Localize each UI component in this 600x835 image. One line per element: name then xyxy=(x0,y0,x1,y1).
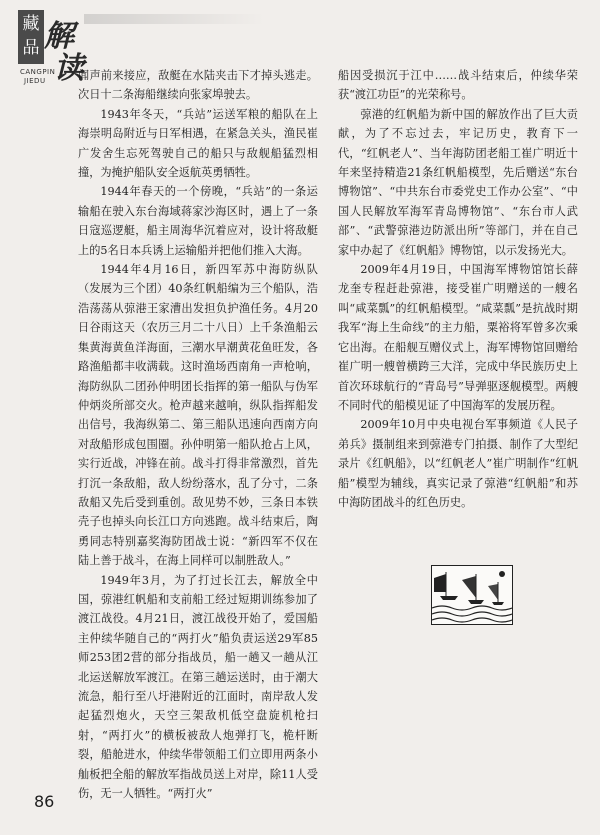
section-char-2: 读 xyxy=(54,51,84,86)
section-tile xyxy=(18,10,44,64)
paragraph: 1943年冬天，“兵站”运送军粮的船队在上海崇明岛附近与日军相遇，在紧急关头，渔民崔广发舍生忘死驾驶自己的船只与敌舰船猛烈相撞，为掩护船队安全返航英勇牺牲。 xyxy=(78,107,318,180)
tile-char-top: 藏 xyxy=(22,14,40,34)
left-column xyxy=(78,66,318,803)
section-latin-2: JIEDU xyxy=(24,77,46,85)
paragraph: 1944年4月16日，新四军苏中海防纵队（发展为三个团）40条红帆船编为三个船队，浩浩荡荡从弶港王家漕出发担负护渔任务。4月20日谷雨这天（农历三月二十八日）上千条渔船云集黄海黄鱼洋海面，三潮水早潮黄花鱼旺发，各路渔船都丰收满载。这时渔场西南角一声枪响，海防纵队二团孙仲明团长指挥的第一船队与伪军仲炳炎所部交火。枪声越来越响，纵队指挥船发出信号，我海纵第二、第三船队迅速向西南方向对敌船形成包围圈。孙仲明第一船队抢占上风，实行近战，冲锋在前。战斗打得非常激烈，首先打沉一条敌船，敌人纷纷落水，乱了分寸，二条敌船又先后受到重创。敌见势不妙，三条日本铁壳子也掉头向长江口方向逃跑。战斗结束后，陶勇同志特别嘉奖海防团战士说：“新四军不仅在陆上善于战斗，在海上同样可以制胜敌人。” xyxy=(78,263,318,568)
section-mark xyxy=(18,10,84,86)
paragraph: 闻声前来接应，敌艇在水陆夹击下才掉头逃走。次日十二条海船继续向张家埠驶去。 xyxy=(78,69,318,102)
sailboat-woodcut-icon xyxy=(432,566,512,624)
paragraph: 1949年3月，为了打过长江去，解放全中国，弶港红帆船和支前船工经过短期训练参加了渡江战役。4月21日，渡江战役开始了，爱国船主仲续华随自己的“两打火”船负责运送29军85师253团2营的部分指战员，船一趟又一趟从江北运送解放军渡江。在第三趟运送时，由于潮大流急，船行至八圩港附近的江面时，南岸敌人发起猛烈炮火，天空三架敌机低空盘旋机枪扫射，“两打火”的横板被敌人炮弹打飞，桅杆断裂，船舱进水，仲续华带领船工们立即用两条小舢板把全船的解放军指战员送上对岸，除11人受伤，无一人牺牲。“两打火” xyxy=(78,573,318,801)
paragraph: 2009年4月19日，中国海军博物馆馆长薛龙奎专程赶赴弶港，接受崔广明赠送的一艘名叫“咸菜瓢”的红帆船模型。“咸菜瓢”是抗战时期我军“海上生命线”的主力船，粟裕将军曾多次乘它出海。在船舰互赠仪式上，海军博物馆回赠给崔广明一艘曾横跨三大洋，完成中华民族历史上首次环球航行的“青岛号”导弹驱逐舰模型。两艘不同时代的船模见证了中国海军的发展历程。 xyxy=(338,263,578,412)
paragraph: 弶港的红帆船为新中国的解放作出了巨大贡献，为了不忘过去，牢记历史，教育下一代，“红帆老人”、当年海防团老船工崔广明近十年来坚持精造21条红帆船模型，先后赠送“东台博物馆”、“中共东台市委党史工作办公室”、“中国人民解放军海军青岛博物馆”、“东台市人武部”、“武警弶港边防派出所”等部门，并在自己家中办起了《红帆船》博物馆，以示发扬光大。 xyxy=(338,107,578,257)
page-number: 86 xyxy=(34,792,55,811)
right-column xyxy=(338,66,578,512)
section-char-1: 解 xyxy=(44,19,74,54)
tile-char-bottom: 品 xyxy=(22,38,40,58)
header-strip xyxy=(84,14,264,24)
paragraph: 船因受损沉于江中……战斗结束后，仲续华荣获“渡江功臣”的光荣称号。 xyxy=(338,69,578,102)
paragraph: 2009年10月中央电视台军事频道《人民子弟兵》摄制组来到弶港专门拍摄、制作了大型纪录片《红帆船》，以“红帆老人”崔广明制作“红帆船”模型为辅线，真实记录了弶港“红帆船”和苏中海防团战斗的红色历史。 xyxy=(338,418,578,509)
paragraph: 1944年春天的一个傍晚，“兵站”的一条运输船在驶入东台海域蒋家沙海区时，遇上了一条日寇巡逻艇，船主周海华沉着应对，设计将敌艇上的5名日本兵诱上运输船并把他们推入大海。 xyxy=(78,185,318,257)
woodcut-illustration xyxy=(431,565,513,625)
section-latin-1: CANGPIN xyxy=(20,68,56,76)
